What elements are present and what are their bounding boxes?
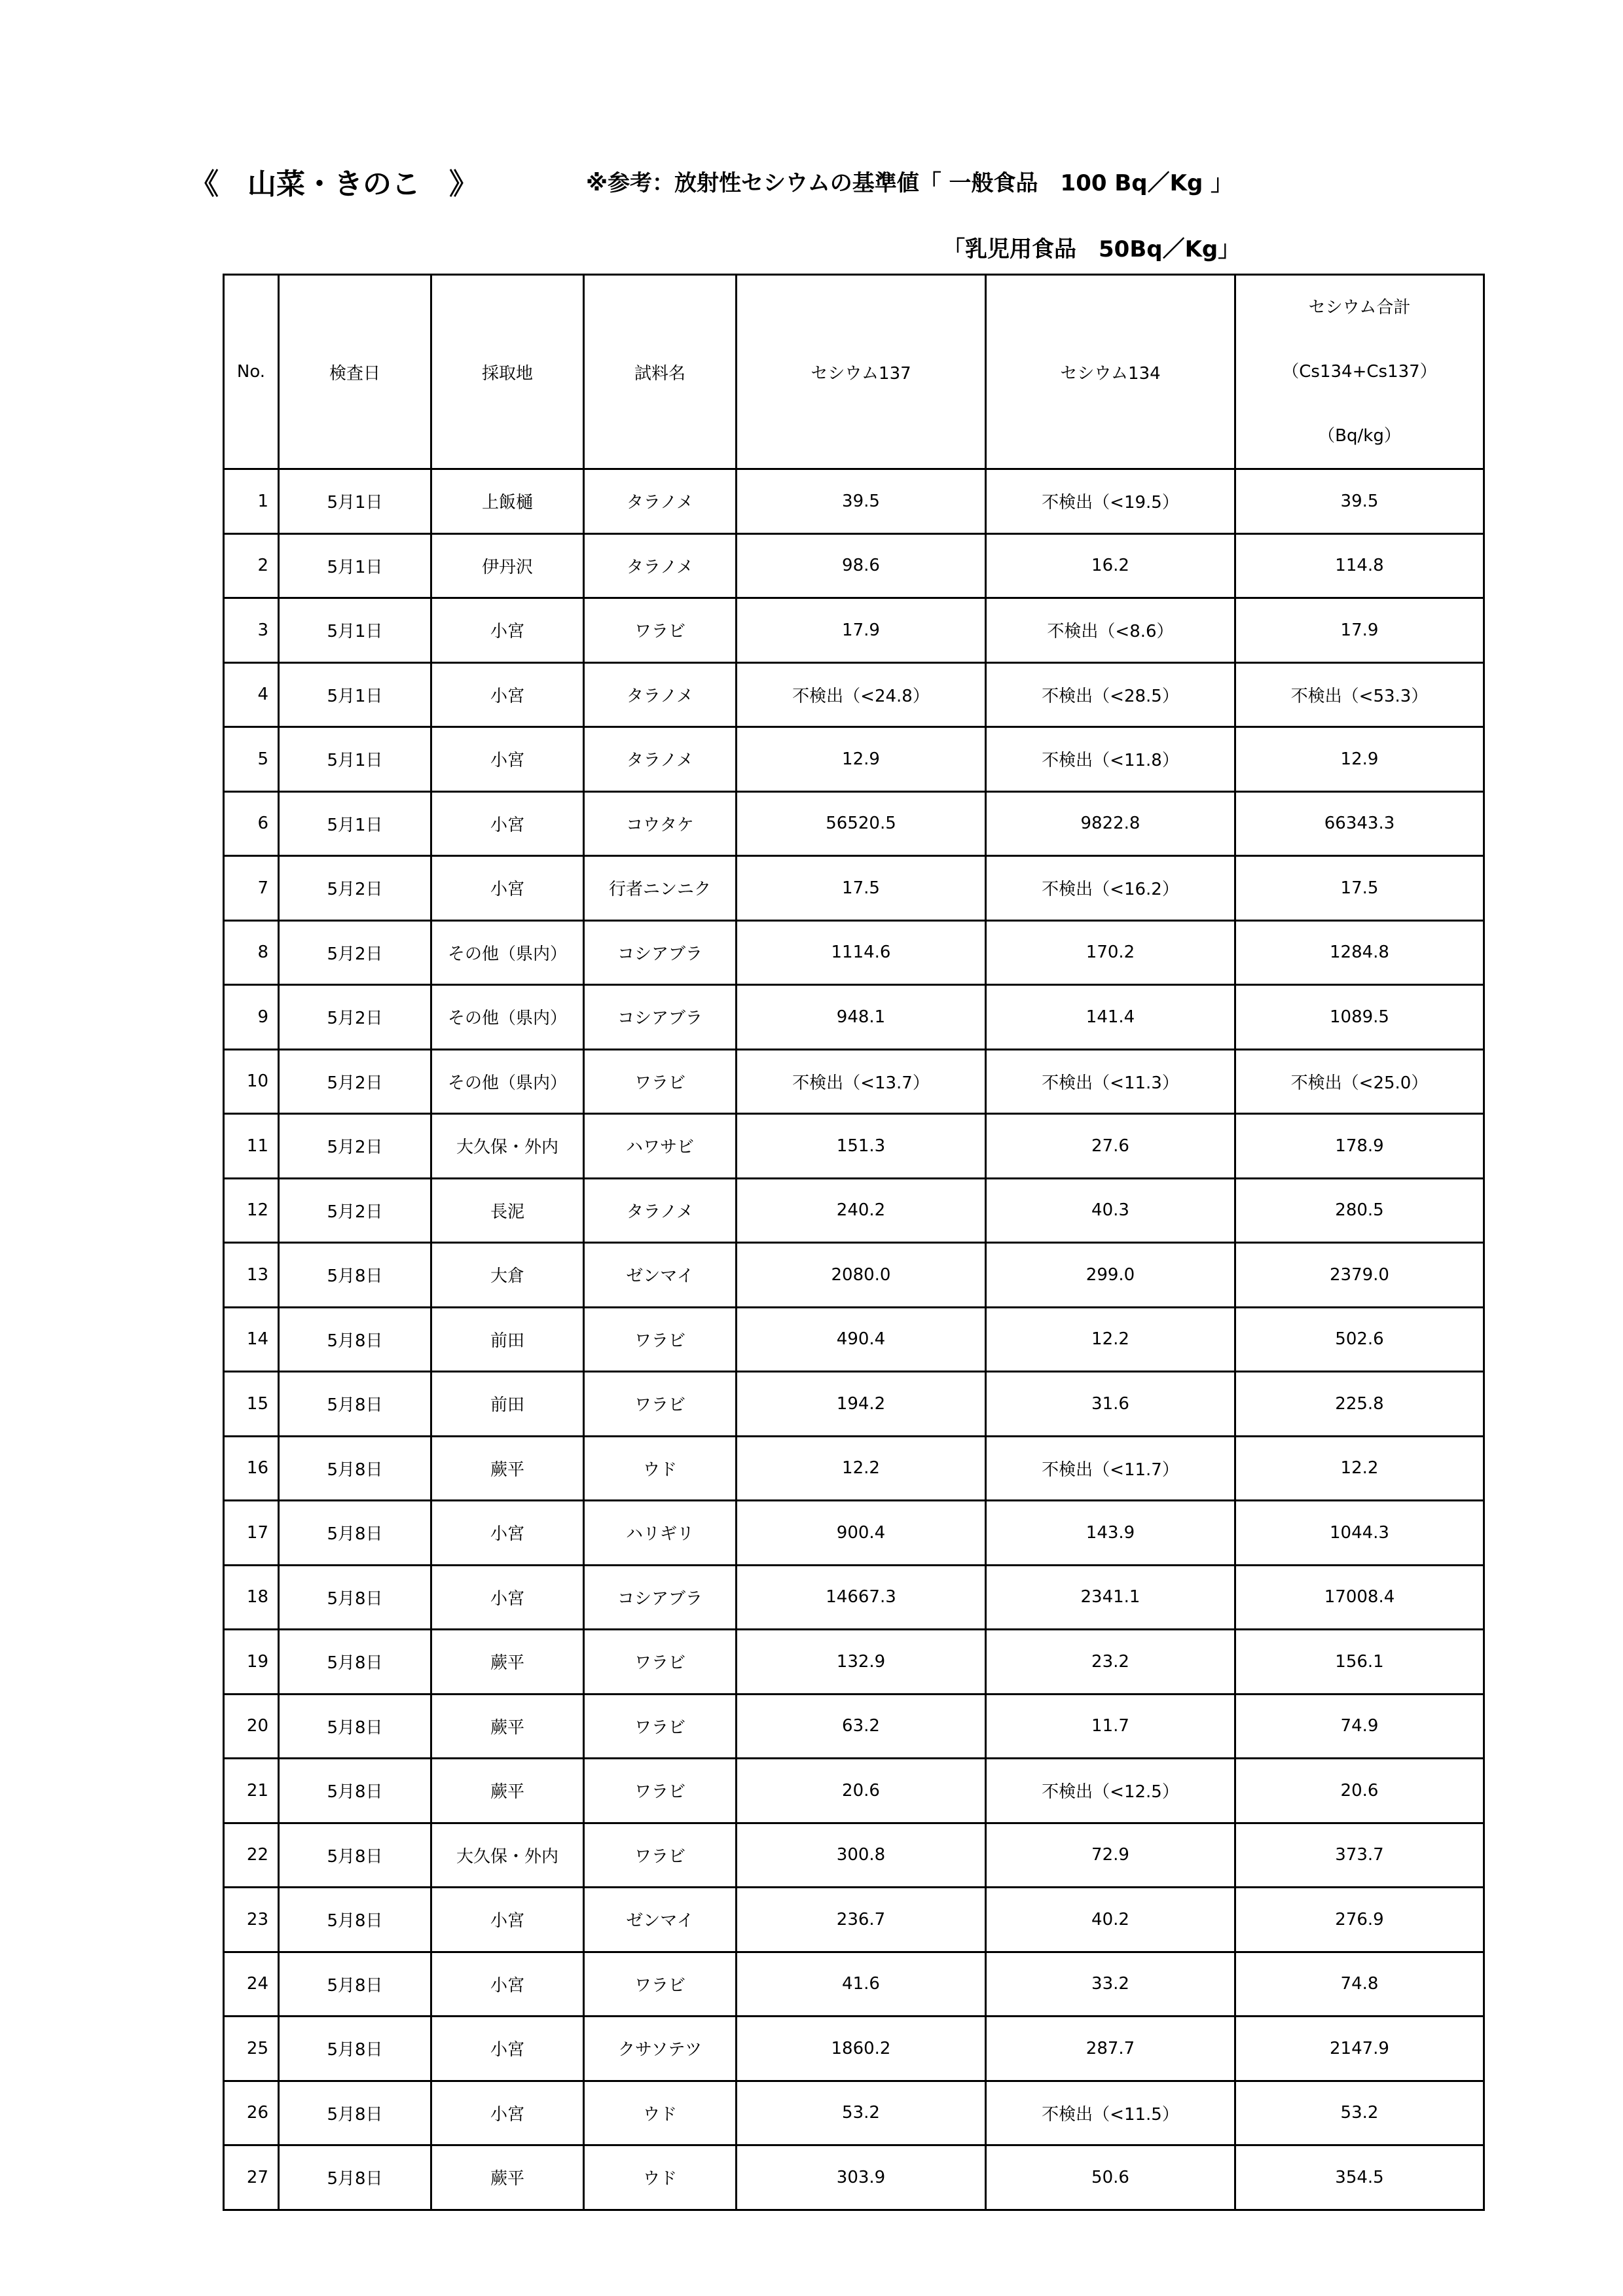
cell-no: 27: [224, 2145, 279, 2210]
cell-sample: タラノメ: [584, 727, 737, 792]
cell-date: 5月8日: [279, 2017, 431, 2081]
table-row: [224, 1178, 1484, 1243]
cell-sample: クサソテツ: [584, 2017, 737, 2081]
cell-total: 225.8: [1235, 1372, 1484, 1437]
cell-total: 12.2: [1235, 1436, 1484, 1501]
cell-cs134: 9822.8: [986, 791, 1235, 856]
cell-total: 502.6: [1235, 1307, 1484, 1372]
col-header-no: No.: [224, 275, 279, 469]
cell-no: 10: [224, 1049, 279, 1114]
cell-location: 前田: [431, 1307, 584, 1372]
cell-cs134: 不検出（<12.5）: [986, 1759, 1235, 1823]
table-row: [224, 985, 1484, 1050]
cell-sample: ウド: [584, 2081, 737, 2145]
cell-cs137: 300.8: [737, 1823, 986, 1888]
table-row: [224, 1565, 1484, 1630]
cell-cs137: 39.5: [737, 469, 986, 534]
cell-date: 5月2日: [279, 1049, 431, 1114]
cell-cs134: 33.2: [986, 1952, 1235, 2017]
table-row: [224, 727, 1484, 792]
col-header-cs134: セシウム134: [986, 275, 1235, 469]
cell-no: 25: [224, 2017, 279, 2081]
table-row: [224, 1049, 1484, 1114]
cell-location: 小宮: [431, 1888, 584, 1952]
cell-cs134: 31.6: [986, 1372, 1235, 1437]
cell-total: 1044.3: [1235, 1501, 1484, 1566]
cell-cs137: 490.4: [737, 1307, 986, 1372]
cell-no: 20: [224, 1694, 279, 1759]
cell-cs137: 56520.5: [737, 791, 986, 856]
cell-cs134: 不検出（<19.5）: [986, 469, 1235, 534]
cell-date: 5月1日: [279, 469, 431, 534]
cell-cs137: 12.9: [737, 727, 986, 792]
cell-cs134: 143.9: [986, 1501, 1235, 1566]
table-row: [224, 2081, 1484, 2145]
cell-no: 1: [224, 469, 279, 534]
cell-cs134: 27.6: [986, 1114, 1235, 1179]
table-row: [224, 791, 1484, 856]
cell-cs137: 1860.2: [737, 2017, 986, 2081]
col-header-date: 検査日: [279, 275, 431, 469]
cell-sample: ゼンマイ: [584, 1243, 737, 1308]
table-row: [224, 469, 1484, 534]
cell-location: 小宮: [431, 598, 584, 663]
table-row: [224, 2145, 1484, 2210]
cell-no: 24: [224, 1952, 279, 2017]
cell-date: 5月1日: [279, 791, 431, 856]
table-row: [224, 1501, 1484, 1566]
cell-cs134: 16.2: [986, 533, 1235, 598]
cell-sample: ワラビ: [584, 1372, 737, 1437]
cell-sample: ワラビ: [584, 1759, 737, 1823]
cell-cs134: 不検出（<8.6）: [986, 598, 1235, 663]
table-row: [224, 662, 1484, 727]
table-row: [224, 2017, 1484, 2081]
table-row: [224, 598, 1484, 663]
cell-no: 15: [224, 1372, 279, 1437]
cell-total: 280.5: [1235, 1178, 1484, 1243]
cell-cs134: 不検出（<11.3）: [986, 1049, 1235, 1114]
cell-no: 2: [224, 533, 279, 598]
cell-location: 小宮: [431, 727, 584, 792]
cell-sample: タラノメ: [584, 662, 737, 727]
cell-date: 5月8日: [279, 1888, 431, 1952]
cell-cs134: 72.9: [986, 1823, 1235, 1888]
cell-sample: ワラビ: [584, 1694, 737, 1759]
cell-no: 13: [224, 1243, 279, 1308]
cell-total: 373.7: [1235, 1823, 1484, 1888]
cell-total: 12.9: [1235, 727, 1484, 792]
cell-cs137: 98.6: [737, 533, 986, 598]
cell-date: 5月2日: [279, 1178, 431, 1243]
cell-location: その他（県内）: [431, 920, 584, 985]
cell-total: 354.5: [1235, 2145, 1484, 2210]
cell-no: 9: [224, 985, 279, 1050]
cell-sample: ゼンマイ: [584, 1888, 737, 1952]
document-title: 《 山菜・きのこ 》: [190, 168, 478, 201]
cell-cs137: 17.5: [737, 856, 986, 921]
cell-location: その他（県内）: [431, 1049, 584, 1114]
cell-no: 11: [224, 1114, 279, 1179]
cell-cs134: 287.7: [986, 2017, 1235, 2081]
cell-total: 276.9: [1235, 1888, 1484, 1952]
cell-no: 12: [224, 1178, 279, 1243]
cell-cs137: 63.2: [737, 1694, 986, 1759]
cell-date: 5月8日: [279, 1952, 431, 2017]
reference-standard-general: ※参考：放射性セシウムの基準値「 一般食品 100 Bq／Kg 」: [586, 170, 1233, 196]
cell-date: 5月8日: [279, 1436, 431, 1501]
cell-cs134: 11.7: [986, 1694, 1235, 1759]
cell-location: 小宮: [431, 856, 584, 921]
table-row: [224, 533, 1484, 598]
cell-total: 17.5: [1235, 856, 1484, 921]
cell-cs134: 170.2: [986, 920, 1235, 985]
col-header-total: [1235, 275, 1484, 469]
cell-cs134: 12.2: [986, 1307, 1235, 1372]
cell-cs134: 23.2: [986, 1630, 1235, 1695]
cell-cs137: 2080.0: [737, 1243, 986, 1308]
cell-date: 5月8日: [279, 1694, 431, 1759]
cell-no: 18: [224, 1565, 279, 1630]
table-row: [224, 1372, 1484, 1437]
header-row: [224, 275, 1484, 469]
col-header-total-formula: （Cs134+Cs137）: [1282, 362, 1437, 382]
cell-total: 156.1: [1235, 1630, 1484, 1695]
cell-sample: コシアブラ: [584, 1565, 737, 1630]
cell-no: 16: [224, 1436, 279, 1501]
cell-no: 3: [224, 598, 279, 663]
cell-location: 蕨平: [431, 1694, 584, 1759]
cell-sample: コシアブラ: [584, 985, 737, 1050]
cell-cs134: 不検出（<16.2）: [986, 856, 1235, 921]
cell-cs137: 17.9: [737, 598, 986, 663]
col-header-total-title: セシウム合計: [1308, 298, 1411, 317]
cell-date: 5月8日: [279, 1565, 431, 1630]
cell-total: 20.6: [1235, 1759, 1484, 1823]
cell-total: 1089.5: [1235, 985, 1484, 1050]
table-row: [224, 1952, 1484, 2017]
table-row: [224, 1307, 1484, 1372]
table-row: [224, 920, 1484, 985]
cell-location: 大久保・外内: [431, 1114, 584, 1179]
cell-no: 17: [224, 1501, 279, 1566]
cell-cs134: 141.4: [986, 985, 1235, 1050]
cell-total: 2147.9: [1235, 2017, 1484, 2081]
cell-sample: ワラビ: [584, 1952, 737, 2017]
cell-cs137: 948.1: [737, 985, 986, 1050]
cell-cs134: 299.0: [986, 1243, 1235, 1308]
cell-cs137: 236.7: [737, 1888, 986, 1952]
cell-no: 22: [224, 1823, 279, 1888]
cell-sample: ワラビ: [584, 598, 737, 663]
cell-location: 前田: [431, 1372, 584, 1437]
cell-location: 伊丹沢: [431, 533, 584, 598]
cell-cs137: 240.2: [737, 1178, 986, 1243]
cell-cs137: 303.9: [737, 2145, 986, 2210]
table-body: [224, 469, 1484, 2210]
cell-date: 5月8日: [279, 1823, 431, 1888]
table-row: [224, 1630, 1484, 1695]
cell-cs134: 40.3: [986, 1178, 1235, 1243]
cell-date: 5月1日: [279, 598, 431, 663]
cell-location: 上飯樋: [431, 469, 584, 534]
cell-total: 74.9: [1235, 1694, 1484, 1759]
cell-sample: ハリギリ: [584, 1501, 737, 1566]
cell-date: 5月2日: [279, 856, 431, 921]
reference-standard-infant: 「乳児用食品 50Bq／Kg」: [943, 236, 1241, 262]
cell-location: 大久保・外内: [431, 1823, 584, 1888]
cell-sample: ウド: [584, 2145, 737, 2210]
cell-sample: 行者ニンニク: [584, 856, 737, 921]
cell-total: 66343.3: [1235, 791, 1484, 856]
cell-sample: ウド: [584, 1436, 737, 1501]
cell-cs137: 53.2: [737, 2081, 986, 2145]
cell-sample: ワラビ: [584, 1307, 737, 1372]
cell-total: 39.5: [1235, 469, 1484, 534]
cell-date: 5月1日: [279, 662, 431, 727]
cell-sample: ハワサビ: [584, 1114, 737, 1179]
cell-total: 53.2: [1235, 2081, 1484, 2145]
cell-cs134: 50.6: [986, 2145, 1235, 2210]
cell-total: 17008.4: [1235, 1565, 1484, 1630]
cell-cs137: 900.4: [737, 1501, 986, 1566]
table-row: [224, 1436, 1484, 1501]
cell-cs137: 1114.6: [737, 920, 986, 985]
results-table: [223, 274, 1485, 2211]
cell-no: 21: [224, 1759, 279, 1823]
col-header-location: 採取地: [431, 275, 584, 469]
cell-sample: コシアブラ: [584, 920, 737, 985]
cell-date: 5月8日: [279, 2081, 431, 2145]
cell-cs137: 151.3: [737, 1114, 986, 1179]
cell-date: 5月8日: [279, 1759, 431, 1823]
cell-cs137: 41.6: [737, 1952, 986, 2017]
col-header-total-unit: （Bq/kg）: [1318, 426, 1401, 446]
cell-date: 5月8日: [279, 1372, 431, 1437]
cell-cs134: 2341.1: [986, 1565, 1235, 1630]
cell-sample: ワラビ: [584, 1049, 737, 1114]
cell-date: 5月8日: [279, 1501, 431, 1566]
cell-date: 5月8日: [279, 1307, 431, 1372]
cell-date: 5月8日: [279, 1630, 431, 1695]
cell-location: 蕨平: [431, 1759, 584, 1823]
cell-no: 8: [224, 920, 279, 985]
cell-sample: タラノメ: [584, 469, 737, 534]
cell-no: 6: [224, 791, 279, 856]
cell-total: 74.8: [1235, 1952, 1484, 2017]
cell-location: 蕨平: [431, 1630, 584, 1695]
cell-cs134: 40.2: [986, 1888, 1235, 1952]
cell-no: 14: [224, 1307, 279, 1372]
table-row: [224, 856, 1484, 921]
cell-date: 5月1日: [279, 533, 431, 598]
cell-total: 不検出（<53.3）: [1235, 662, 1484, 727]
cell-total: 不検出（<25.0）: [1235, 1049, 1484, 1114]
cell-location: 小宮: [431, 791, 584, 856]
cell-sample: コウタケ: [584, 791, 737, 856]
cell-no: 5: [224, 727, 279, 792]
cell-total: 178.9: [1235, 1114, 1484, 1179]
cell-location: 小宮: [431, 2017, 584, 2081]
cell-cs134: 不検出（<28.5）: [986, 662, 1235, 727]
cell-location: 蕨平: [431, 1436, 584, 1501]
table-row: [224, 1694, 1484, 1759]
cell-date: 5月2日: [279, 985, 431, 1050]
cell-total: 2379.0: [1235, 1243, 1484, 1308]
cell-location: 小宮: [431, 2081, 584, 2145]
cell-location: 長泥: [431, 1178, 584, 1243]
cell-no: 4: [224, 662, 279, 727]
cell-cs134: 不検出（<11.8）: [986, 727, 1235, 792]
cell-cs137: 194.2: [737, 1372, 986, 1437]
cell-location: 小宮: [431, 1501, 584, 1566]
cell-location: その他（県内）: [431, 985, 584, 1050]
cell-no: 7: [224, 856, 279, 921]
cell-total: 1284.8: [1235, 920, 1484, 985]
cell-total: 114.8: [1235, 533, 1484, 598]
cell-location: 大倉: [431, 1243, 584, 1308]
table-row: [224, 1888, 1484, 1952]
cell-cs134: 不検出（<11.5）: [986, 2081, 1235, 2145]
cell-cs137: 12.2: [737, 1436, 986, 1501]
cell-location: 蕨平: [431, 2145, 584, 2210]
cell-cs137: 14667.3: [737, 1565, 986, 1630]
cell-sample: タラノメ: [584, 1178, 737, 1243]
cell-cs134: 不検出（<11.7）: [986, 1436, 1235, 1501]
cell-date: 5月8日: [279, 2145, 431, 2210]
cell-sample: タラノメ: [584, 533, 737, 598]
cell-location: 小宮: [431, 1565, 584, 1630]
cell-sample: ワラビ: [584, 1630, 737, 1695]
table-row: [224, 1243, 1484, 1308]
cell-cs137: 20.6: [737, 1759, 986, 1823]
cell-no: 26: [224, 2081, 279, 2145]
cell-date: 5月8日: [279, 1243, 431, 1308]
table-row: [224, 1114, 1484, 1179]
cell-location: 小宮: [431, 1952, 584, 2017]
cell-cs137: 不検出（<24.8）: [737, 662, 986, 727]
cell-date: 5月1日: [279, 727, 431, 792]
cell-cs137: 132.9: [737, 1630, 986, 1695]
col-header-cs137: セシウム137: [737, 275, 986, 469]
cell-sample: ワラビ: [584, 1823, 737, 1888]
cell-no: 19: [224, 1630, 279, 1695]
col-header-sample: 試料名: [584, 275, 737, 469]
cell-no: 23: [224, 1888, 279, 1952]
cell-cs137: 不検出（<13.7）: [737, 1049, 986, 1114]
cell-total: 17.9: [1235, 598, 1484, 663]
table-row: [224, 1759, 1484, 1823]
table-row: [224, 1823, 1484, 1888]
cell-date: 5月2日: [279, 920, 431, 985]
cell-location: 小宮: [431, 662, 584, 727]
cell-date: 5月2日: [279, 1114, 431, 1179]
